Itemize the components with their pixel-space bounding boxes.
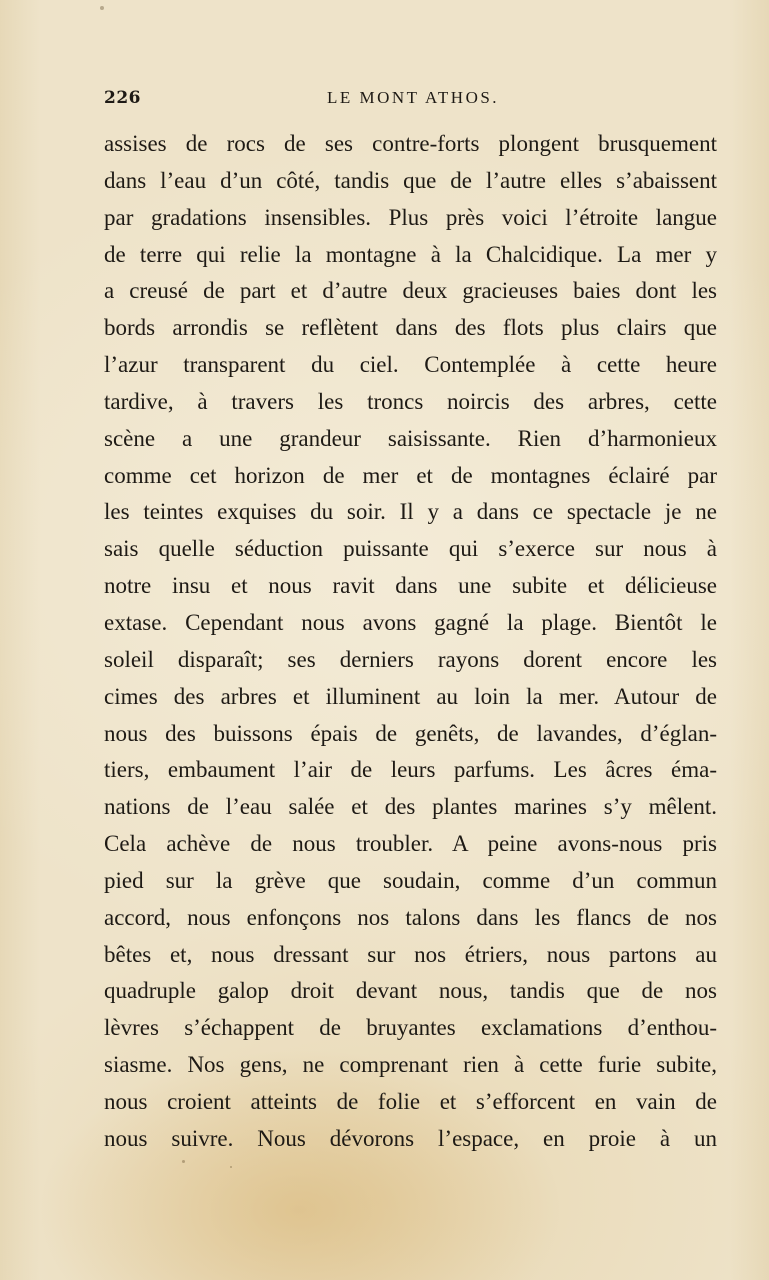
text-line: nations de l’eau salée et des plantes marines s’y mêlent. <box>104 794 717 820</box>
text-line: quadruple galop droit devant nous, tandis que de nos <box>104 978 717 1004</box>
text-line: assises de rocs de ses contre-forts plongent brusquement <box>104 131 717 156</box>
text-line: nous croient atteints de folie et s’efforcent en vain de <box>104 1088 717 1114</box>
page-number: 226 <box>104 88 141 108</box>
text-line: bêtes et, nous dressant sur nos étriers, nous partons au <box>104 941 717 967</box>
text-line: scène a une grandeur saisissante. Rien d’harmonieux <box>104 425 717 451</box>
text-line: a creusé de part et d’autre deux gracieuses baies dont les <box>104 278 717 304</box>
text-line: l’azur transparent du ciel. Contemplée à cette heure <box>104 352 717 378</box>
text-line: siasme. Nos gens, ne comprenant rien à cette furie subite, <box>104 1052 717 1078</box>
text-line: cimes des arbres et illuminent au loin la mer. Autour de <box>104 683 717 709</box>
text-line: de terre qui relie la montagne à la Chalcidique. La mer y <box>104 241 717 267</box>
paper-speck <box>230 1166 232 1168</box>
paper-speck <box>100 6 104 10</box>
running-title: LE MONT ATHOS. <box>326 88 500 107</box>
text-line: soleil disparaît; ses derniers rayons dorent encore les <box>104 646 717 672</box>
text-line: nous des buissons épais de genêts, de lavandes, d’églan- <box>104 720 717 746</box>
text-line: accord, nous enfonçons nos talons dans les flancs de nos <box>104 904 717 930</box>
text-line: sais quelle séduction puissante qui s’exerce sur nous à <box>104 536 717 562</box>
text-line: Cela achève de nous troubler. A peine avons-nous pris <box>104 831 717 857</box>
text-line: notre insu et nous ravit dans une subite et délicieuse <box>104 573 717 599</box>
text-line: lèvres s’échappent de bruyantes exclamations d’enthou- <box>104 1015 717 1041</box>
text-line: tardive, à travers les troncs noircis des arbres, cette <box>104 388 717 414</box>
body-text <box>104 126 717 1158</box>
text-line: pied sur la grève que soudain, comme d’un commun <box>104 867 717 893</box>
text-line: bords arrondis se reflètent dans des flots plus clairs que <box>104 315 717 341</box>
text-line: extase. Cependant nous avons gagné la plage. Bientôt le <box>104 609 717 635</box>
text-line: comme cet horizon de mer et de montagnes éclairé par <box>104 462 717 488</box>
text-line: dans l’eau d’un côté, tandis que de l’autre elles s’abaissent <box>104 167 717 193</box>
page-header <box>104 88 714 114</box>
text-line: nous suivre. Nous dévorons l’espace, en proie à un <box>104 1125 717 1151</box>
text-line: par gradations insensibles. Plus près voici l’étroite langue <box>104 204 717 230</box>
text-line: tiers, embaument l’air de leurs parfums. Les âcres éma- <box>104 757 717 783</box>
paper-speck <box>182 1160 185 1163</box>
text-line: les teintes exquises du soir. Il y a dans ce spectacle je ne <box>104 499 717 525</box>
